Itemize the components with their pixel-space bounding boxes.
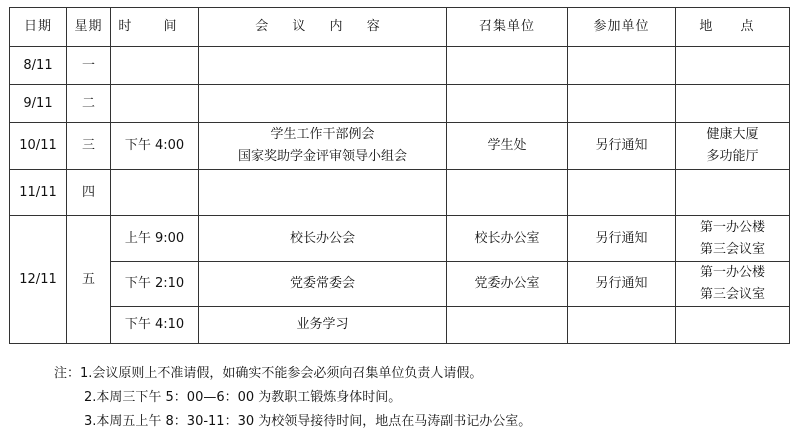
content-cell [199, 47, 447, 85]
weekday-cell: 三 [67, 123, 111, 170]
participants-cell [568, 307, 676, 344]
weekday-cell: 一 [67, 47, 111, 85]
location-cell [676, 47, 790, 85]
content-line: 国家奖助学金评审领导小组会 [237, 149, 407, 164]
header-date: 日期 [10, 8, 67, 47]
note-line: 2.本周三下午 5：00—6：00 为教职工锻炼身体时间。 [84, 390, 402, 405]
header-content: 会 议 内 容 [199, 8, 447, 47]
weekday-cell: 二 [67, 85, 111, 123]
location-cell [676, 216, 790, 262]
date-cell: 8/11 [10, 47, 67, 85]
location-cell [676, 262, 790, 307]
table-row [10, 85, 790, 123]
participants-cell [568, 170, 676, 216]
content-cell: 业务学习 [199, 307, 447, 344]
participants-cell [568, 47, 676, 85]
time-cell: 上午 9:00 [111, 216, 199, 262]
weekday-cell: 五 [67, 216, 111, 344]
location-cell [676, 307, 790, 344]
meeting-schedule-table [9, 7, 790, 344]
location-cell [676, 170, 790, 216]
table-row [10, 216, 790, 262]
time-cell [111, 170, 199, 216]
location-line: 第一办公楼 [699, 265, 765, 280]
date-cell: 11/11 [10, 170, 67, 216]
time-cell [111, 85, 199, 123]
content-cell [199, 123, 447, 170]
participants-cell [568, 85, 676, 123]
participants-cell: 另行通知 [568, 262, 676, 307]
content-line: 学生工作干部例会 [270, 127, 375, 142]
content-cell: 党委常委会 [199, 262, 447, 307]
location-cell [676, 123, 790, 170]
convener-cell [447, 47, 568, 85]
header-participants: 参加单位 [568, 8, 676, 47]
table-row [10, 170, 790, 216]
time-cell: 下午 4:10 [111, 307, 199, 344]
notes-section [54, 362, 531, 434]
weekday-cell: 四 [67, 170, 111, 216]
content-cell [199, 170, 447, 216]
time-cell: 下午 4:00 [111, 123, 199, 170]
date-cell: 10/11 [10, 123, 67, 170]
date-cell: 12/11 [10, 216, 67, 344]
convener-cell [447, 170, 568, 216]
header-weekday: 星期 [67, 8, 111, 47]
table-row [10, 262, 790, 307]
note-line: 3.本周五上午 8：30-11：30 为校领导接待时间，地点在马涛副书记办公室。 [84, 414, 532, 429]
content-cell [199, 85, 447, 123]
location-line: 第三会议室 [699, 241, 765, 257]
note-line: 注：1.会议原则上不准请假，如确实不能参会必须向召集单位负责人请假。 [54, 366, 483, 381]
header-time: 时 间 [111, 8, 199, 47]
time-cell [111, 47, 199, 85]
table-row [10, 123, 790, 170]
participants-cell: 另行通知 [568, 123, 676, 170]
participants-cell: 另行通知 [568, 216, 676, 262]
location-line: 多功能厅 [706, 149, 759, 164]
table-row [10, 307, 790, 344]
location-cell [676, 85, 790, 123]
content-cell: 校长办公会 [199, 216, 447, 262]
header-location: 地 点 [676, 8, 790, 47]
convener-cell: 学生处 [447, 123, 568, 170]
convener-cell: 党委办公室 [447, 262, 568, 307]
location-line: 第三会议室 [699, 287, 765, 302]
location-line: 第一办公楼 [699, 219, 765, 235]
convener-cell [447, 307, 568, 344]
convener-cell [447, 85, 568, 123]
date-cell: 9/11 [10, 85, 67, 123]
location-line: 健康大厦 [706, 127, 759, 142]
time-cell: 下午 2:10 [111, 262, 199, 307]
table-row [10, 47, 790, 85]
header-row [10, 8, 790, 47]
convener-cell: 校长办公室 [447, 216, 568, 262]
header-convener: 召集单位 [447, 8, 568, 47]
